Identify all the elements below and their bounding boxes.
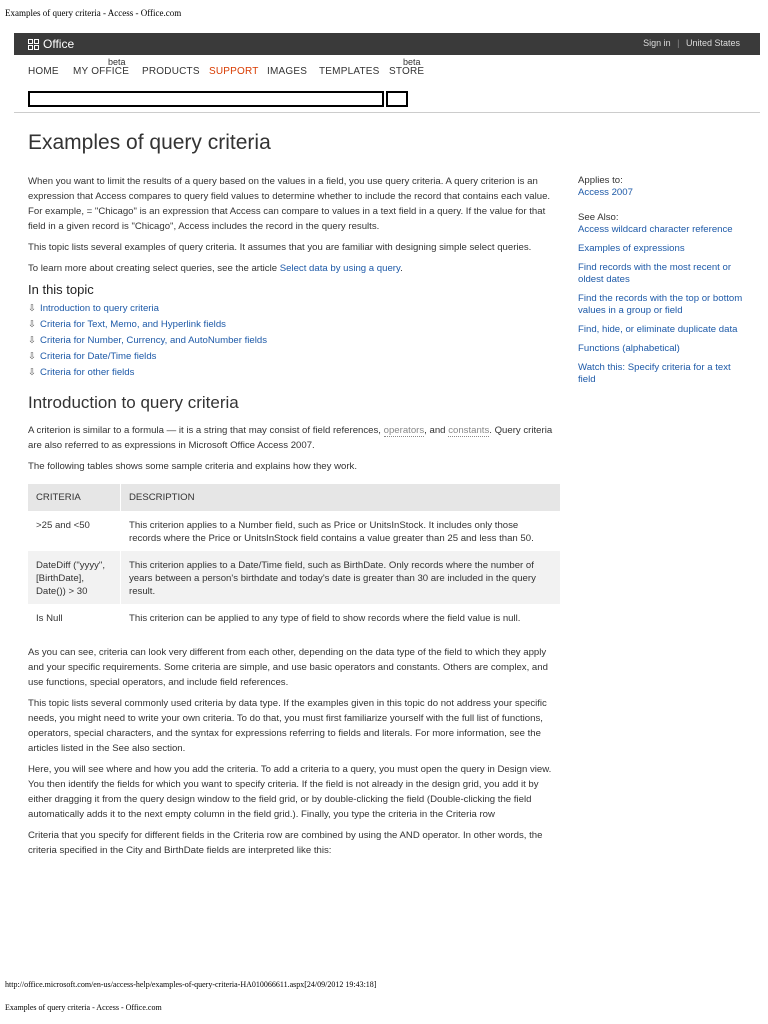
- criteria-cell: >25 and <50: [28, 511, 121, 551]
- toc-item: [28, 317, 563, 333]
- see-also-link[interactable]: Watch this: Specify criteria for a text field: [578, 362, 731, 385]
- sidebar: [578, 175, 748, 393]
- section-paragraph-1: [28, 423, 563, 453]
- section-p1-text-b: , and: [424, 425, 449, 436]
- table-row: [28, 551, 561, 604]
- description-cell: This criterion applies to a Number field, such as Price or UnitsInStock. It includes only those records where the Price or UnitsInStock field contains a value greater than 25 and less than 50.: [121, 511, 561, 551]
- operators-term[interactable]: operators: [383, 425, 425, 436]
- print-footer-title: Examples of query criteria - Access - Office.com: [5, 1003, 162, 1012]
- office-logo-icon: [28, 39, 39, 50]
- see-also-link[interactable]: Find the records with the top or bottom values in a group or field: [578, 293, 743, 316]
- intro-paragraph-3: [28, 261, 563, 276]
- toc-item: [28, 301, 563, 317]
- page-title: Examples of query criteria: [28, 131, 271, 154]
- my-office-beta-badge: beta: [108, 57, 126, 67]
- section-paragraph-2: The following tables shows some sample criteria and explains how they work.: [28, 461, 358, 472]
- print-footer-url: http://office.microsoft.com/en-us/access-help/examples-of-query-criteria-HA010066611.aspx[24/09/2012 19:43:18]: [5, 980, 377, 989]
- toc-heading: In this topic: [28, 282, 94, 297]
- applies-to-label: Applies to:: [578, 175, 623, 186]
- print-header: Examples of query criteria - Access - Office.com: [5, 8, 182, 18]
- see-also-link[interactable]: Examples of expressions: [578, 243, 685, 254]
- account-area: [643, 38, 740, 48]
- select-data-link[interactable]: Select data by using a query: [279, 263, 401, 274]
- down-arrow-icon: ⇩: [28, 351, 37, 362]
- see-also-link[interactable]: Find, hide, or eliminate duplicate data: [578, 324, 738, 335]
- constants-term[interactable]: constants: [448, 425, 490, 436]
- section-paragraph-4: This topic lists several commonly used criteria by data type. If the examples given in this topic do not address your specific needs, you might need to write your own criteria. To do that, you must first familiarize yourself with the full list of functions, operators, special characters, and the syntax for expressions referring to fields and literals. For more information, see the articles listed in the See also section.: [28, 698, 547, 754]
- toc-link-introduction[interactable]: Introduction to query criteria: [40, 303, 159, 314]
- search-input[interactable]: [28, 91, 384, 107]
- toc-item: [28, 333, 563, 349]
- nav-home[interactable]: HOME: [28, 66, 59, 77]
- see-also-link[interactable]: Find records with the most recent or oldest dates: [578, 262, 732, 285]
- down-arrow-icon: ⇩: [28, 303, 37, 314]
- section-paragraph-6: Criteria that you specify for different fields in the Criteria row are combined by using the AND operator. In other words, the criteria specified in the City and BirthDate fields are interpreted like this:: [28, 830, 543, 856]
- office-logo-text: Office: [43, 37, 75, 51]
- intro-p3-end: .: [400, 263, 403, 274]
- criteria-cell: Is Null: [28, 604, 121, 631]
- see-also-label: See Also:: [578, 212, 619, 223]
- see-also-link[interactable]: Functions (alphabetical): [578, 343, 680, 354]
- nav-products[interactable]: PRODUCTS: [142, 66, 200, 77]
- section-p1-text-a: A criterion is similar to a formula — it is a string that may consist of field references,: [28, 425, 384, 436]
- down-arrow-icon: ⇩: [28, 367, 37, 378]
- top-bar: [14, 33, 760, 55]
- intro-paragraph-1: When you want to limit the results of a query based on the values in a field, you use query criteria. A query criterion is an expression that Access compares to query field values to determine whether to include the record that contains each value. For example, = "Chicago" is an expression that Access can compare to values in a text field in a query. If the value for that field in a given record is "Chicago", Access includes the record in the query results.: [28, 176, 551, 232]
- office-logo[interactable]: [28, 37, 74, 51]
- column-header-description: DESCRIPTION: [121, 484, 561, 511]
- section-heading-introduction: Introduction to query criteria: [28, 393, 239, 412]
- toc-link-text-fields[interactable]: Criteria for Text, Memo, and Hyperlink fields: [40, 319, 226, 330]
- description-cell: This criterion can be applied to any type of field to show records where the field value is null.: [121, 604, 561, 631]
- toc-link-number-fields[interactable]: Criteria for Number, Currency, and AutoNumber fields: [40, 335, 268, 346]
- intro-paragraph-2: This topic lists several examples of query criteria. It assumes that you are familiar with designing simple select queries.: [28, 242, 532, 253]
- table-row: [28, 604, 561, 631]
- toc-link-date-fields[interactable]: Criteria for Date/Time fields: [40, 351, 157, 362]
- header-divider: [14, 112, 760, 113]
- toc-item: [28, 365, 563, 381]
- table-header-row: [28, 484, 561, 511]
- section-p1-text-c: . Query criteria are also referred to as expressions in Microsoft Office Access 2007.: [28, 425, 553, 451]
- nav-store[interactable]: STORE: [389, 66, 425, 77]
- search-button[interactable]: [386, 91, 408, 107]
- down-arrow-icon: ⇩: [28, 319, 37, 330]
- column-header-criteria: CRITERIA: [28, 484, 121, 511]
- description-cell: This criterion applies to a Date/Time field, such as BirthDate. Only records where the number of years between a person's birthdate and today's date is greater than 30 are included in the query result.: [121, 551, 561, 604]
- section-paragraph-5: Here, you will see where and how you add the criteria. To add a criteria to a query, you must open the query in Design view. You then identify the fields for which you want to specify criteria. If the field is not already in the design grid, you add it by either dragging it from the query design window to the field grid, or by double-clicking the field (Double-clicking the field automatically adds it to the next empty column in the field grid.). Finally, you type the criteria in the Criteria row: [28, 764, 552, 820]
- toc-item: [28, 349, 563, 365]
- store-beta-badge: beta: [403, 57, 421, 67]
- nav-templates[interactable]: TEMPLATES: [319, 66, 380, 77]
- intro-p3-text: To learn more about creating select queries, see the article: [28, 263, 280, 274]
- region-link[interactable]: United States: [685, 38, 740, 48]
- section-paragraph-3: As you can see, criteria can look very different from each other, depending on the data type of the field to which they apply and your specific requirements. Some criteria are simple, and use basic operators and constants. Others are complex, and use functions, special operators, and include field references.: [28, 647, 548, 688]
- article-body: [28, 174, 563, 864]
- sign-in-link[interactable]: Sign in: [643, 38, 671, 48]
- applies-to-link[interactable]: Access 2007: [578, 187, 633, 198]
- criteria-table: [28, 484, 561, 631]
- see-also-link[interactable]: Access wildcard character reference: [578, 224, 733, 235]
- down-arrow-icon: ⇩: [28, 335, 37, 346]
- toc-link-other-fields[interactable]: Criteria for other fields: [40, 367, 135, 378]
- account-separator: |: [677, 38, 680, 48]
- nav-my-office[interactable]: MY OFFICE: [73, 66, 130, 77]
- nav-support[interactable]: SUPPORT: [209, 66, 259, 77]
- nav-images[interactable]: IMAGES: [267, 66, 308, 77]
- criteria-cell: DateDiff ("yyyy", [BirthDate], Date()) > 30: [28, 551, 121, 604]
- table-row: [28, 511, 561, 551]
- toc-list: [28, 301, 563, 381]
